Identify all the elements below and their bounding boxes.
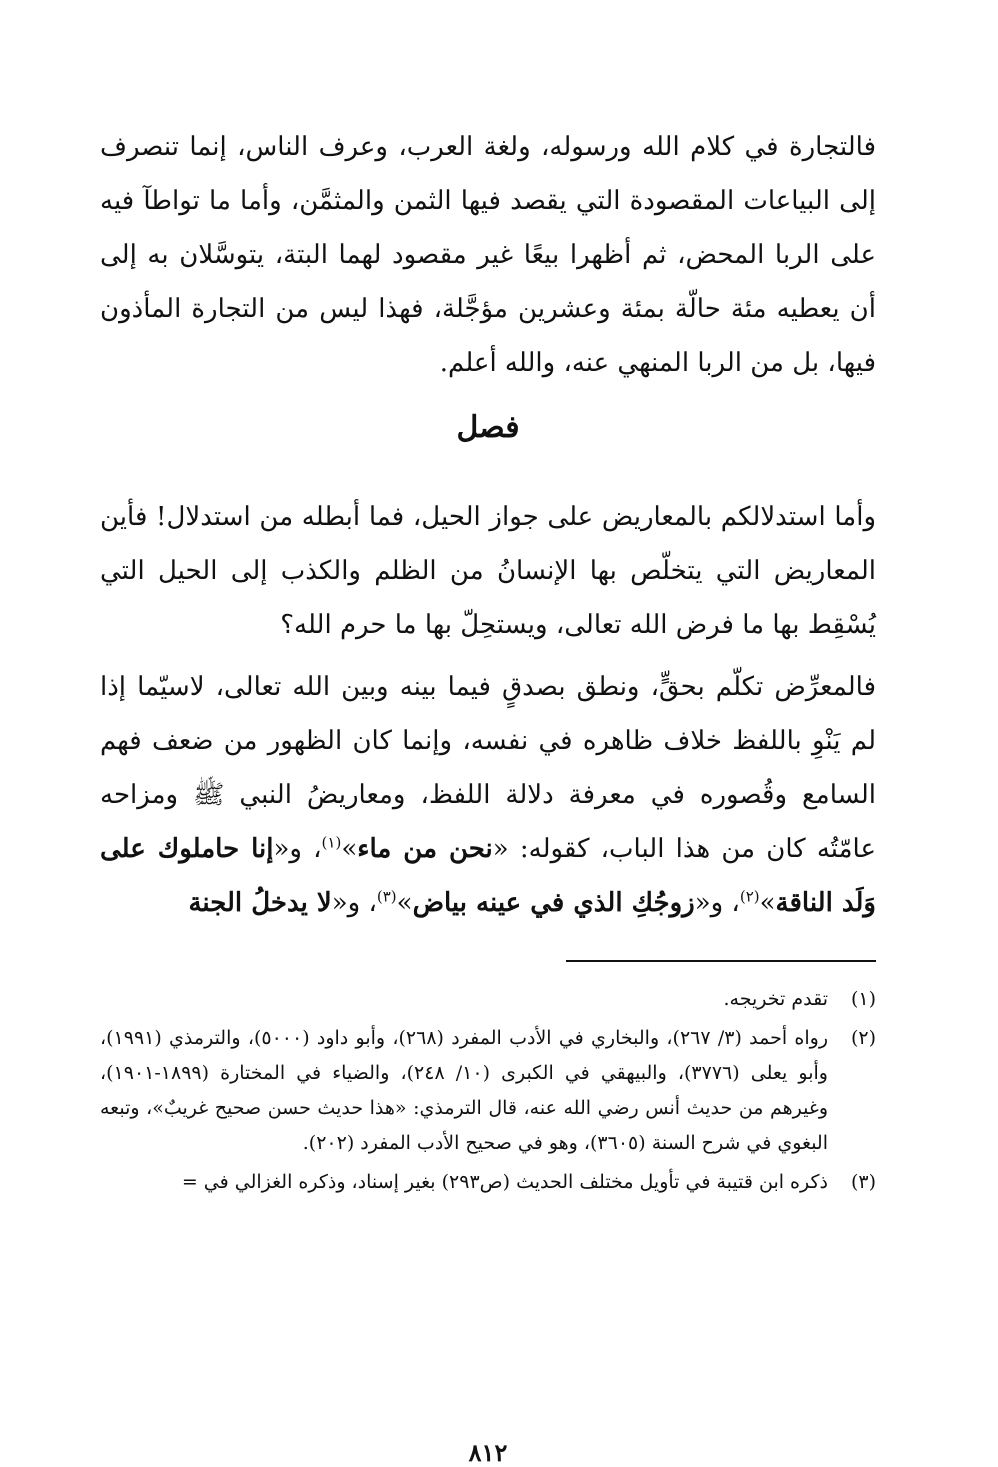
footnote-reference: (١) (321, 833, 342, 852)
footnote-text: رواه أحمد (٣/ ٢٦٧)، والبخاري في الأدب المفرد (٢٦٨)، وأبو داود (٥٠٠٠)، والترمذي (١٩٩١)، وأبو يعلى (٣٧٧٦)، والبيهقي في الكبرى (١٠/ ٢٤٨)، والضياء في المختارة (١٨٩٩-١٩٠١)، وغيرهم من حديث أنس رضي الله عنه، قال الترمذي: «هذا حديث حسن صحيح غريبٌ»، وتبعه البغوي في شرح السنة (٣٦٠٥)، وهو في صحيح الأدب المفرد (٢٠٢). (100, 1027, 828, 1154)
footnote-text: تقدم تخريجه. (723, 988, 828, 1010)
footnote (100, 1165, 876, 1200)
quote-close: » (759, 888, 776, 918)
hadith-quote-4: لا يدخلُ الجنة (188, 888, 332, 918)
footnote-number: (٢) (850, 1027, 876, 1049)
quote-separator: ، و« (694, 888, 740, 918)
paragraph-3-intro: فالمعرِّض تكلّم بحقٍّ، ونطق بصدقٍ فيما بينه وبين الله تعالى، لاسيّما إذا لم يَنْوِ باللفظ خلاف ظاهره في نفسه، وإنما كان الظهور من ضعف فهم السامع وقُصوره في معرفة دلالة اللفظ، ومعاريضُ النبي ﷺ ومزاحه عامّتُه كان من هذا الباب، كقوله: « (100, 672, 876, 864)
footnote-marker-1: ، و« (273, 834, 322, 864)
paragraph-3 (100, 660, 876, 930)
footnote-number: (١) (850, 988, 876, 1010)
footnote-divider (566, 960, 876, 962)
footnote (100, 1021, 876, 1161)
footnote-reference: (٢) (739, 887, 760, 906)
quote-close: » (341, 834, 358, 864)
section-heading: فصل (456, 410, 520, 445)
hadith-quote-2: إنا حاملوك على وَلَد الناقة (100, 834, 876, 918)
footnote-number: (٣) (850, 1171, 876, 1193)
paragraph-2: وأما استدلالكم بالمعاريض على جواز الحيل، فما أبطله من استدلال! فأين المعاريض التي يتخلّص بها الإنسانُ من الظلم والكذب إلى الحيل التي يُسْقِط بها ما فرض الله تعالى، ويستحِلّ بها ما حرم الله؟ (100, 502, 876, 640)
hadith-quote-3: زوجُكِ الذي في عينه بياض (412, 888, 695, 918)
quote-separator: ، و« (331, 888, 377, 918)
hadith-quote-1: نحن من ماء (357, 834, 493, 864)
footnote (100, 982, 876, 1017)
page-number: ٨١٢ (468, 1438, 508, 1467)
footnotes (100, 982, 876, 1204)
footnote-text: ذكره ابن قتيبة في تأويل مختلف الحديث (ص٢٩٣) بغير إسناد، وذكره الغزالي في = (181, 1171, 828, 1193)
footnote-reference: (٣) (376, 887, 397, 906)
quote-close: » (396, 888, 413, 918)
paragraph-1: فالتجارة في كلام الله ورسوله، ولغة العرب، وعرف الناس، إنما تنصرف إلى البياعات المقصودة التي يقصد فيها الثمن والمثمَّن، وأما ما تواطآ فيه على الربا المحض، ثم أظهرا بيعًا غير مقصود لهما البتة، يتوسَّلان به إلى أن يعطيه مئة حالّة بمئة وعشرين مؤجَّلة، فهذا ليس من التجارة المأذون فيها، بل من الربا المنهي عنه، والله أعلم. (100, 132, 876, 378)
